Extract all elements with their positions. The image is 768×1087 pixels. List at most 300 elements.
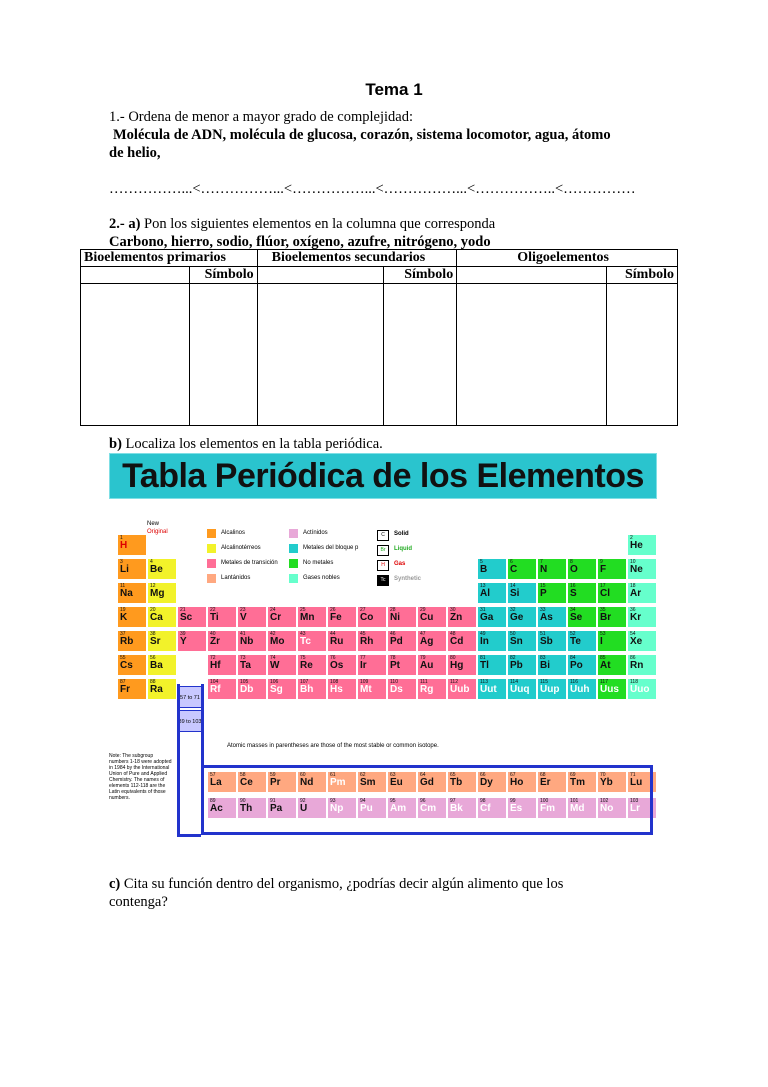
q1-prompt: 1.- Ordena de menor a mayor grado de complejidad: <box>109 109 413 125</box>
atomic-number: 59 <box>270 772 276 778</box>
element-symbol: Cr <box>270 612 282 623</box>
element-symbol: Ta <box>240 660 251 671</box>
state-symbol: C <box>377 530 389 541</box>
element-li <box>117 558 147 580</box>
atomic-number: 83 <box>540 655 546 661</box>
element-symbol: Te <box>570 636 581 647</box>
atomic-number: 23 <box>240 607 246 613</box>
legend-swatch <box>207 544 216 553</box>
element-symbol: Sm <box>360 777 376 788</box>
element-ca <box>147 606 177 628</box>
legend-label: Alcalinos <box>221 530 246 536</box>
element-symbol: Pt <box>390 660 400 671</box>
element-y <box>177 630 207 652</box>
atomic-number: 30 <box>450 607 456 613</box>
legend-swatch <box>207 529 216 538</box>
element-al <box>477 582 507 604</box>
element-ir <box>357 654 387 676</box>
header-oligoelementos: Oligoelementos <box>457 250 678 267</box>
element-hs <box>327 678 357 700</box>
element-rf <box>207 678 237 700</box>
element-symbol: Uup <box>540 684 560 695</box>
element-symbol: Au <box>420 660 434 671</box>
atomic-number: 3 <box>120 559 123 565</box>
atomic-number: 99 <box>510 798 516 804</box>
element-in <box>477 630 507 652</box>
answer-cell[interactable] <box>81 284 190 426</box>
element-symbol: O <box>570 564 578 575</box>
element-symbol: La <box>210 777 222 788</box>
element-symbol: Ge <box>510 612 524 623</box>
element-symbol: Es <box>510 803 523 814</box>
answer-cell[interactable] <box>257 284 384 426</box>
atomic-number: 75 <box>300 655 306 661</box>
atomic-number: 107 <box>300 679 309 685</box>
element-symbol: Ho <box>510 777 524 788</box>
atomic-number: 85 <box>600 655 606 661</box>
page-title: Tema 1 <box>365 80 423 99</box>
element-symbol: Rf <box>210 684 221 695</box>
atomic-number: 46 <box>390 631 396 637</box>
element-zr <box>207 630 237 652</box>
atomic-number: 104 <box>210 679 219 685</box>
element-symbol: Sg <box>270 684 283 695</box>
element-symbol: Sc <box>180 612 193 623</box>
header-primarios: Bioelementos primarios <box>81 250 258 267</box>
atomic-number: 39 <box>180 631 186 637</box>
element-symbol: Po <box>570 660 583 671</box>
element-symbol: At <box>600 660 611 671</box>
periodic-table-banner: Tabla Periódica de los Elementos <box>109 453 657 499</box>
atomic-number: 52 <box>570 631 576 637</box>
element-symbol: Li <box>120 564 129 575</box>
element-symbol: N <box>540 564 548 575</box>
element-symbol: Lu <box>630 777 643 788</box>
atomic-number: 113 <box>480 679 488 685</box>
qc-prompt: c) Cita su función dentro del organismo, ¿podrías decir algún alimento que los <box>109 876 564 892</box>
atomic-number: 74 <box>270 655 276 661</box>
element-symbol: Zn <box>450 612 463 623</box>
atomic-number: 76 <box>330 655 336 661</box>
element-symbol: Ce <box>240 777 253 788</box>
bracket-line-bottom <box>177 834 201 837</box>
atomic-number: 115 <box>540 679 548 685</box>
element-i <box>597 630 627 652</box>
legend-label: Gases nobles <box>303 575 340 581</box>
atomic-number: 91 <box>270 798 276 804</box>
atomic-number: 68 <box>540 772 546 778</box>
element-cl <box>597 582 627 604</box>
element-br <box>597 606 627 628</box>
atomic-number: 41 <box>240 631 246 637</box>
element-mt <box>357 678 387 700</box>
element-as <box>537 606 567 628</box>
atomic-number: 67 <box>510 772 516 778</box>
element-ti <box>207 606 237 628</box>
q1-items-cont: de helio, <box>109 145 161 161</box>
atomic-number: 102 <box>600 798 609 804</box>
element-symbol: Ne <box>630 564 643 575</box>
q2a-prompt: 2.- a) Pon los siguientes elementos en la columna que corresponda <box>109 216 496 232</box>
atomic-number: 117 <box>600 679 608 685</box>
legend-label: No metales <box>303 560 334 566</box>
element-symbol: Fr <box>120 684 130 695</box>
atomic-number: 45 <box>360 631 366 637</box>
atomic-number: 55 <box>120 655 126 661</box>
atomic-number: 2 <box>630 535 633 541</box>
atomic-number: 90 <box>240 798 246 804</box>
element-symbol: Pb <box>510 660 523 671</box>
atomic-number: 82 <box>510 655 516 661</box>
atomic-number: 70 <box>600 772 606 778</box>
atomic-number: 116 <box>570 679 578 685</box>
element-p <box>537 582 567 604</box>
element-te <box>567 630 597 652</box>
element-symbol: Os <box>330 660 344 671</box>
element-symbol: Cs <box>120 660 133 671</box>
element-symbol: Eu <box>390 777 403 788</box>
element-symbol: Ir <box>360 660 367 671</box>
element-sn <box>507 630 537 652</box>
element-symbol: Hs <box>330 684 343 695</box>
atomic-number: 89 <box>210 798 216 804</box>
element-rn <box>627 654 657 676</box>
element-symbol: Ca <box>150 612 163 623</box>
element-symbol: Kr <box>630 612 642 623</box>
atomic-number: 44 <box>330 631 336 637</box>
element-symbol: Cm <box>420 803 437 814</box>
element-symbol: Yb <box>600 777 613 788</box>
element-symbol: Pa <box>270 803 283 814</box>
atomic-number: 112 <box>450 679 458 685</box>
atomic-number: 97 <box>450 798 456 804</box>
element-tl <box>477 654 507 676</box>
header-new: New <box>147 521 160 527</box>
f-block-frame <box>201 765 653 835</box>
atomic-number: 53 <box>600 631 606 637</box>
answer-cell[interactable] <box>384 284 457 426</box>
atomic-number: 38 <box>150 631 156 637</box>
legend-swatch <box>207 574 216 583</box>
atomic-number: 40 <box>210 631 216 637</box>
atomic-number: 18 <box>630 583 636 589</box>
atomic-mass-note: Atomic masses in parentheses are those of the most stable or common isotope. <box>227 743 439 749</box>
atomic-number: 37 <box>120 631 126 637</box>
element-zn <box>447 606 477 628</box>
element-symbol: Pd <box>390 636 403 647</box>
element-uuo <box>627 678 657 700</box>
atomic-number: 17 <box>600 583 606 589</box>
atomic-number: 62 <box>360 772 366 778</box>
element-uup <box>537 678 567 700</box>
atomic-number: 7 <box>540 559 543 565</box>
element-symbol: Er <box>540 777 551 788</box>
range-57-71: 57 to 71 <box>177 686 203 708</box>
element-at <box>597 654 627 676</box>
element-cd <box>447 630 477 652</box>
element-he <box>627 534 657 556</box>
element-uus <box>597 678 627 700</box>
atomic-number: 73 <box>240 655 246 661</box>
element-kr <box>627 606 657 628</box>
element-symbol: Dy <box>480 777 493 788</box>
element-uut <box>477 678 507 700</box>
element-hg <box>447 654 477 676</box>
atomic-number: 24 <box>270 607 276 613</box>
element-symbol: F <box>600 564 607 575</box>
element-symbol: Gd <box>420 777 434 788</box>
legend-swatch <box>289 529 298 538</box>
element-symbol: W <box>270 660 280 671</box>
element-symbol: Co <box>360 612 374 623</box>
element-symbol: Hg <box>450 660 464 671</box>
legend-label: Alcalinotérreos <box>221 545 261 551</box>
symbol-header-1: Símbolo <box>189 267 257 284</box>
element-symbol: Sb <box>540 636 553 647</box>
element-symbol: Na <box>120 588 133 599</box>
atomic-number: 51 <box>540 631 546 637</box>
atomic-number: 54 <box>630 631 636 637</box>
element-f <box>597 558 627 580</box>
element-bh <box>297 678 327 700</box>
bioelements-table <box>80 249 678 426</box>
element-symbol: Nb <box>240 636 254 647</box>
state-symbol: H <box>377 560 389 571</box>
atomic-number: 11 <box>120 583 126 589</box>
atomic-number: 12 <box>150 583 156 589</box>
legend-label: Metales de transición <box>221 560 278 566</box>
element-cs <box>117 654 147 676</box>
atomic-number: 114 <box>510 679 518 685</box>
state-symbol: Tc <box>377 575 389 586</box>
atomic-number: 65 <box>450 772 456 778</box>
atomic-number: 42 <box>270 631 276 637</box>
element-symbol: Hf <box>210 660 221 671</box>
range-89-103: 89 to 103 <box>177 710 203 732</box>
element-symbol: I <box>600 636 603 647</box>
element-symbol: Re <box>300 660 313 671</box>
header-original: Original <box>147 529 168 535</box>
atomic-number: 16 <box>570 583 576 589</box>
element-ar <box>627 582 657 604</box>
element-na <box>117 582 147 604</box>
legend-label: Actínidos <box>303 530 328 536</box>
atomic-number: 58 <box>240 772 246 778</box>
element-symbol: Lr <box>630 803 640 814</box>
atomic-number: 8 <box>570 559 573 565</box>
element-hf <box>207 654 237 676</box>
element-symbol: Cd <box>450 636 464 647</box>
atomic-number: 80 <box>450 655 456 661</box>
element-ag <box>417 630 447 652</box>
element-symbol: B <box>480 564 488 575</box>
qb-prompt: b) Localiza los elementos en la tabla periódica. <box>109 436 383 452</box>
state-label: Gas <box>394 561 406 567</box>
element-symbol: Th <box>240 803 253 814</box>
element-ni <box>387 606 417 628</box>
atomic-number: 84 <box>570 655 576 661</box>
element-symbol: Br <box>600 612 612 623</box>
atomic-number: 71 <box>630 772 636 778</box>
atomic-number: 109 <box>360 679 369 685</box>
atomic-number: 14 <box>510 583 516 589</box>
element-n <box>537 558 567 580</box>
atomic-number: 106 <box>270 679 279 685</box>
element-cu <box>417 606 447 628</box>
element-rg <box>417 678 447 700</box>
atomic-number: 96 <box>420 798 426 804</box>
atomic-number: 98 <box>480 798 486 804</box>
element-symbol: Ti <box>210 612 219 623</box>
element-symbol: Cl <box>600 588 610 599</box>
element-ra <box>147 678 177 700</box>
element-symbol: Si <box>510 588 520 599</box>
element-sb <box>537 630 567 652</box>
atomic-number: 13 <box>480 583 486 589</box>
element-symbol: Fm <box>540 803 555 814</box>
element-symbol: Rn <box>630 660 644 671</box>
element-symbol: Be <box>150 564 163 575</box>
element-symbol: Al <box>480 588 490 599</box>
element-co <box>357 606 387 628</box>
element-uub <box>447 678 477 700</box>
atomic-number: 69 <box>570 772 576 778</box>
element-symbol: Rh <box>360 636 374 647</box>
atomic-number: 20 <box>150 607 156 613</box>
element-symbol: H <box>120 540 128 551</box>
element-nb <box>237 630 267 652</box>
element-symbol: Ba <box>150 660 163 671</box>
element-symbol: Cu <box>420 612 434 623</box>
atomic-number: 26 <box>330 607 336 613</box>
atomic-number: 92 <box>300 798 306 804</box>
element-symbol: Bi <box>540 660 550 671</box>
legend-label: Metales del bloque p <box>303 545 359 551</box>
element-o <box>567 558 597 580</box>
answer-cell[interactable] <box>606 284 677 426</box>
atomic-number: 6 <box>510 559 513 565</box>
element-b <box>477 558 507 580</box>
element-symbol: Mo <box>270 636 285 647</box>
atomic-number: 1 <box>120 535 123 541</box>
element-symbol: Ag <box>420 636 434 647</box>
state-label: Solid <box>394 531 409 537</box>
element-fe <box>327 606 357 628</box>
element-symbol: No <box>600 803 614 814</box>
element-se <box>567 606 597 628</box>
element-symbol: Mg <box>150 588 165 599</box>
element-cr <box>267 606 297 628</box>
atomic-number: 25 <box>300 607 306 613</box>
atomic-number: 78 <box>390 655 396 661</box>
atomic-number: 111 <box>420 679 428 685</box>
symbol-header-3: Símbolo <box>606 267 677 284</box>
answer-cell[interactable] <box>457 284 607 426</box>
element-symbol: S <box>570 588 577 599</box>
element-pt <box>387 654 417 676</box>
answer-cell[interactable] <box>189 284 257 426</box>
element-pd <box>387 630 417 652</box>
q1-items: Molécula de ADN, molécula de glucosa, corazón, sistema locomotor, agua, átomo <box>113 127 611 143</box>
element-s <box>567 582 597 604</box>
element-symbol: Y <box>180 636 187 647</box>
element-symbol: Tl <box>480 660 489 671</box>
state-symbol: Br <box>377 545 389 556</box>
element-symbol: Uuh <box>570 684 590 695</box>
header-secundarios: Bioelementos secundarios <box>257 250 457 267</box>
element-v <box>237 606 267 628</box>
atomic-number: 81 <box>480 655 486 661</box>
element-ne <box>627 558 657 580</box>
element-symbol: Rg <box>420 684 434 695</box>
atomic-number: 47 <box>420 631 426 637</box>
element-h <box>117 534 147 556</box>
atomic-number: 32 <box>510 607 516 613</box>
element-bi <box>537 654 567 676</box>
element-c <box>507 558 537 580</box>
atomic-number: 100 <box>540 798 549 804</box>
atomic-number: 105 <box>240 679 249 685</box>
element-symbol: As <box>540 612 553 623</box>
atomic-number: 56 <box>150 655 156 661</box>
element-symbol: Ra <box>150 684 163 695</box>
element-symbol: Pm <box>330 777 346 788</box>
element-symbol: Se <box>570 612 583 623</box>
element-symbol: Uuq <box>510 684 530 695</box>
atomic-number: 110 <box>390 679 398 685</box>
element-po <box>567 654 597 676</box>
element-symbol: Tc <box>300 636 311 647</box>
element-symbol: Pr <box>270 777 281 788</box>
atomic-number: 35 <box>600 607 606 613</box>
atomic-number: 48 <box>450 631 456 637</box>
atomic-number: 19 <box>120 607 126 613</box>
element-xe <box>627 630 657 652</box>
element-symbol: Ds <box>390 684 403 695</box>
atomic-number: 63 <box>390 772 396 778</box>
atomic-number: 49 <box>480 631 486 637</box>
element-os <box>327 654 357 676</box>
atomic-number: 64 <box>420 772 426 778</box>
element-symbol: Uus <box>600 684 619 695</box>
element-symbol: Ni <box>390 612 400 623</box>
element-ba <box>147 654 177 676</box>
element-symbol: Uuo <box>630 684 650 695</box>
element-rh <box>357 630 387 652</box>
element-symbol: Ac <box>210 803 223 814</box>
atomic-number: 29 <box>420 607 426 613</box>
element-symbol: Ru <box>330 636 344 647</box>
atomic-number: 66 <box>480 772 486 778</box>
atomic-number: 93 <box>330 798 336 804</box>
atomic-number: 27 <box>360 607 366 613</box>
element-au <box>417 654 447 676</box>
atomic-number: 95 <box>390 798 396 804</box>
element-sr <box>147 630 177 652</box>
element-ru <box>327 630 357 652</box>
atomic-number: 94 <box>360 798 366 804</box>
legend-label: Lantánidos <box>221 575 251 581</box>
element-ga <box>477 606 507 628</box>
element-ge <box>507 606 537 628</box>
element-ta <box>237 654 267 676</box>
element-symbol: Sr <box>150 636 161 647</box>
atomic-number: 9 <box>600 559 603 565</box>
element-symbol: Mt <box>360 684 372 695</box>
element-symbol: Pu <box>360 803 373 814</box>
atomic-number: 108 <box>330 679 339 685</box>
bracket-line-right <box>201 684 204 767</box>
